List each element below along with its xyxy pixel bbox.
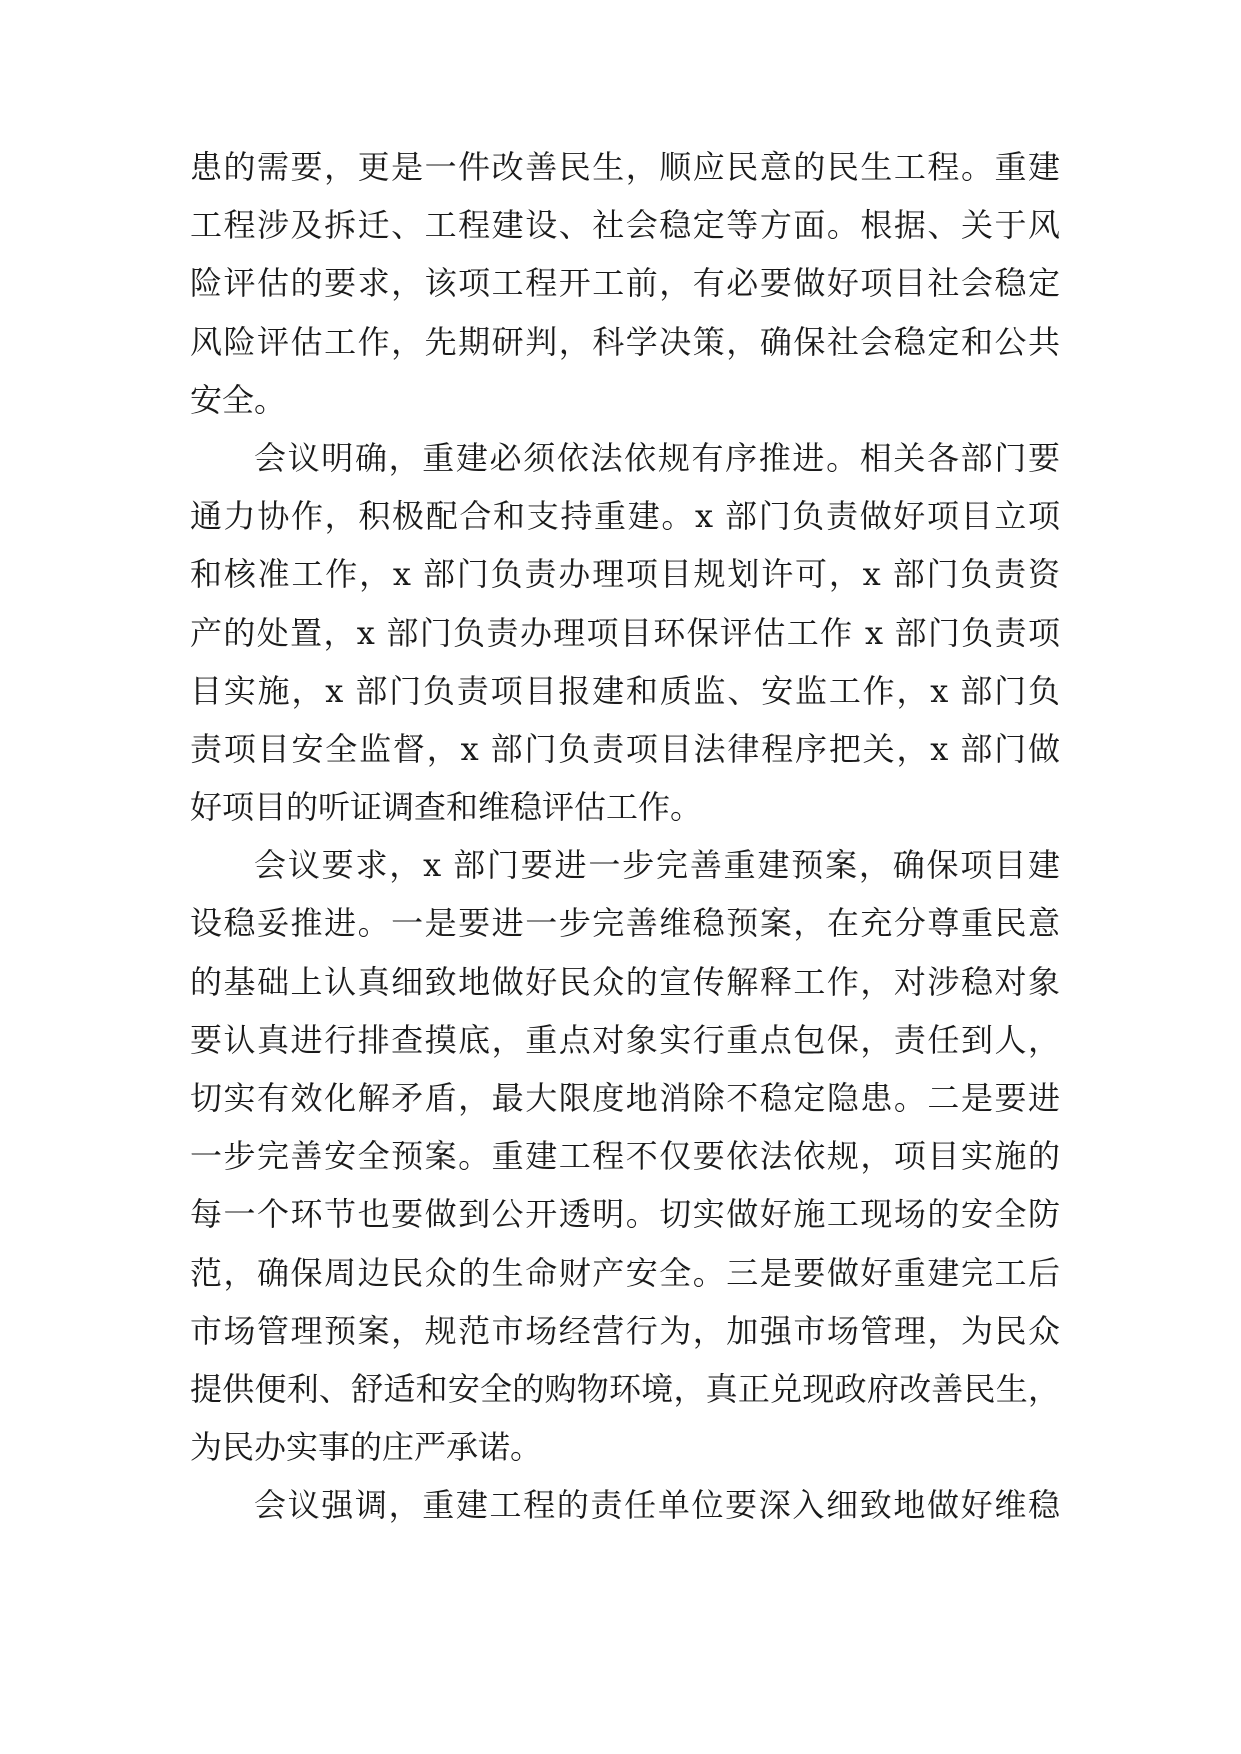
text-line: 会议要求，x 部门要进一步完善重建预案，确保项目建 <box>254 846 1060 885</box>
text-line: 的基础上认真细致地做好民众的宣传解释工作，对涉稳对象 <box>190 962 1060 1001</box>
text-line: 一步完善安全预案。重建工程不仅要依法依规，项目实施的 <box>190 1137 1060 1176</box>
text-line: 会议明确，重建必须依法依规有序推进。相关各部门要 <box>254 438 1060 477</box>
text-line: 提供便利、舒适和安全的购物环境，真正兑现政府改善民生， <box>190 1369 1060 1408</box>
text-line: 市场管理预案，规范市场经营行为，加强市场管理，为民众 <box>190 1311 1060 1350</box>
text-line: 和核准工作，x 部门负责办理项目规划许可，x 部门负责资 <box>190 555 1060 594</box>
text-line: 设稳妥推进。一是要进一步完善维稳预案，在充分尊重民意 <box>190 904 1060 943</box>
body-text <box>190 138 1060 1535</box>
text-line: 产的处置，x 部门负责办理项目环保评估工作 x 部门负责项 <box>190 613 1060 652</box>
text-line: 工程涉及拆迁、工程建设、社会稳定等方面。根据、关于风 <box>190 206 1060 245</box>
text-line: 风险评估工作，先期研判，科学决策，确保社会稳定和公共 <box>190 322 1060 361</box>
text-line: 每一个环节也要做到公开透明。切实做好施工现场的安全防 <box>190 1195 1060 1234</box>
text-line: 切实有效化解矛盾，最大限度地消除不稳定隐患。二是要进 <box>190 1079 1060 1117</box>
text-line: 好项目的听证调查和维稳评估工作。 <box>190 788 703 827</box>
text-line: 患的需要，更是一件改善民生，顺应民意的民生工程。重建 <box>190 148 1060 186</box>
text-line: 安全。 <box>190 380 287 419</box>
text-line: 目实施，x 部门负责项目报建和质监、安监工作，x 部门负 <box>190 671 1060 710</box>
text-line: 通力协作，积极配合和支持重建。x 部门负责做好项目立项 <box>190 497 1060 536</box>
text-line: 险评估的要求，该项工程开工前，有必要做好项目社会稳定 <box>190 264 1060 303</box>
text-line: 会议强调，重建工程的责任单位要深入细致地做好维稳 <box>254 1486 1060 1525</box>
text-line: 为民办实事的庄严承诺。 <box>190 1428 543 1467</box>
text-line: 责项目安全监督，x 部门负责项目法律程序把关，x 部门做 <box>190 729 1060 768</box>
text-line: 要认真进行排查摸底，重点对象实行重点包保，责任到人， <box>190 1020 1060 1059</box>
text-line: 范，确保周边民众的生命财产安全。三是要做好重建完工后 <box>190 1253 1060 1292</box>
